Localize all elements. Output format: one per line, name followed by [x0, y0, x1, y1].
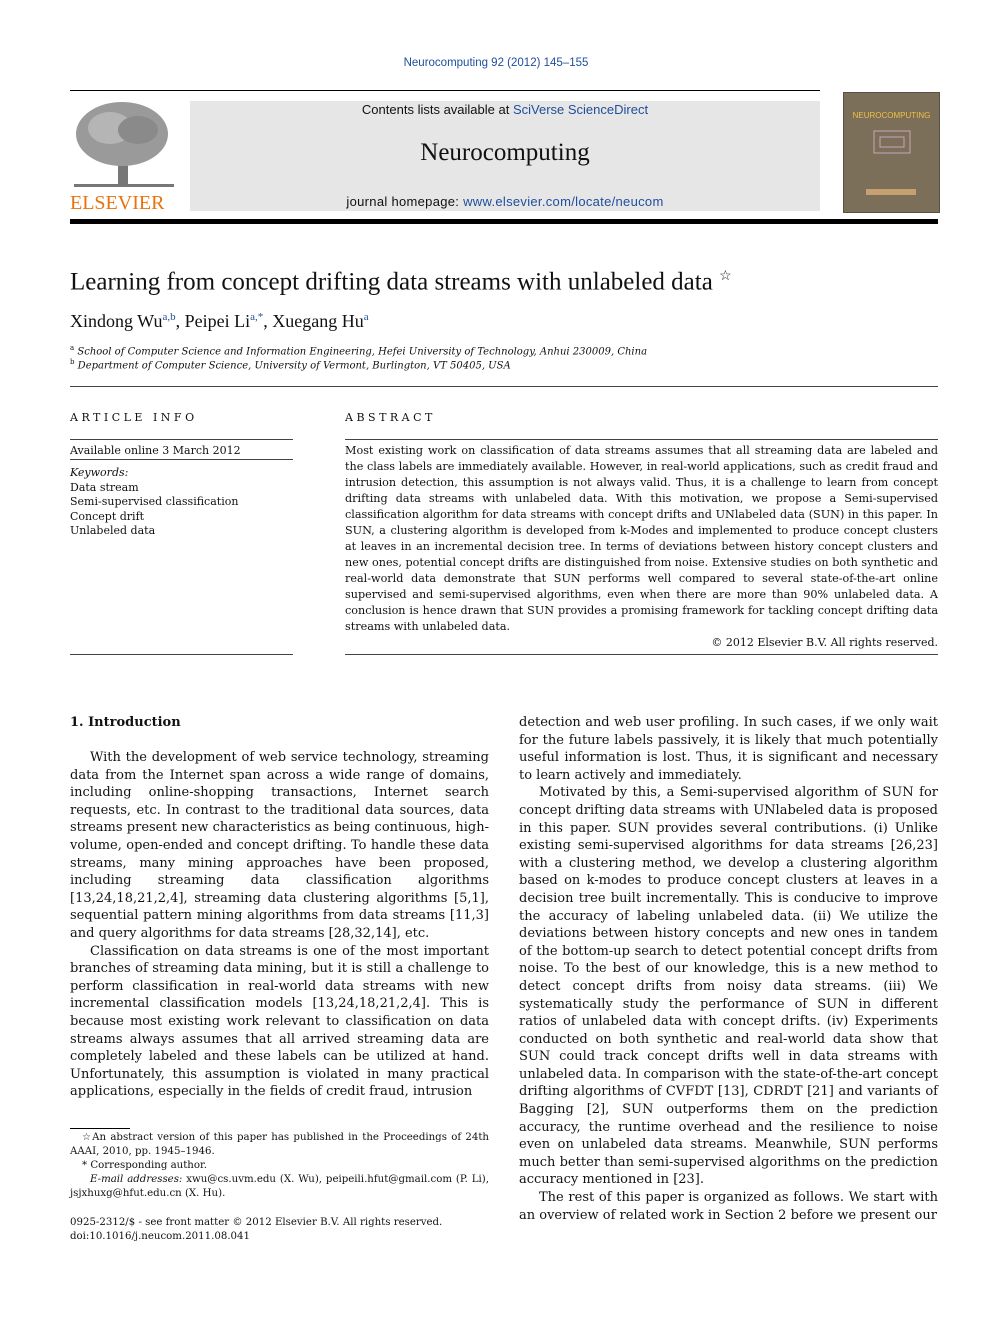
author-name: Peipei Li	[184, 311, 251, 331]
article-info-rule	[70, 459, 293, 460]
abstract-heading: ABSTRACT	[345, 411, 436, 424]
footnote-rule	[70, 1128, 130, 1129]
header-thick-rule	[70, 219, 938, 224]
footnote-title: ☆An abstract version of this paper has published in the Proceedings of 24th AAAI, 2010, pp. 1945–1946.	[70, 1132, 489, 1157]
author-affil-mark[interactable]: a	[363, 311, 369, 323]
header-rule	[70, 90, 820, 91]
sciencedirect-link[interactable]: SciVerse ScienceDirect	[512, 102, 649, 117]
keyword: Semi-supervised classification	[70, 495, 239, 509]
abstract-rule	[345, 439, 938, 440]
email-label: E-mail addresses:	[90, 1174, 183, 1185]
article-title-text: Learning from concept drifting data streams with unlabeled data	[70, 268, 713, 296]
journal-cover	[843, 92, 940, 213]
journal-name: Neurocomputing	[420, 139, 590, 166]
homepage-line	[190, 194, 820, 209]
cover-title: NEUROCOMPUTING	[852, 111, 931, 120]
author-name: Xuegang Hu	[272, 311, 364, 331]
author-name: Xindong Wu	[70, 311, 163, 331]
contents-line	[190, 102, 820, 117]
contents-prefix: Contents lists available at	[361, 102, 513, 117]
journal-banner	[190, 101, 820, 211]
paragraph: With the development of web service technology, streaming data from the Internet span across a wide range of domains, including online-shopping transactions, Internet search requests, etc. In contrast to the traditional data sources, data streams present new characteristics as being continuous, high-volume, open-ended and concept drifting. To handle these data streams, many mining approaches have been proposed, including streaming data classification algorithms [13,24,18,21,2,4], streaming data clustering algorithms [5,1], sequential pattern mining algorithms from data streams [11,3] and query algorithms for data streams [28,32,14], etc.	[70, 750, 489, 941]
affiliation-mark: b	[70, 358, 75, 366]
abstract-text: Most existing work on classification of data streams assumes that all streaming data are labeled and the class labels are immediately available. However, in real-world applications, such as credit fraud and intrusion detection, this assumption is not always valid. Thus, it is a challenge to learn from concept drifting data streams with unlabeled data. With this motivation, we propose a Semi-supervised classification algorithm for data streams with concept drifts and UNlabeled data (SUN) in this paper. In SUN, a clustering algorithm is developed from k-Modes and implemented to produce concept clusters at leaves in an incremental decision tree. In terms of deviations between history concept clusters and new ones, potential concept drifts are distinguished from noise. Extensive studies on both synthetic and real-world data demonstrate that SUN performs well compared to several state-of-the-art online supervised and semi-supervised algorithms, even when there are more than 90% unlabeled data. A conclusion is hence drawn that SUN provides a promising framework for tackling concept drifting data streams with unlabeled data.	[345, 444, 938, 633]
available-online: Available online 3 March 2012	[70, 444, 241, 457]
elsevier-logo	[70, 100, 180, 212]
abstract-bottom-rule	[345, 654, 938, 655]
keyword: Data stream	[70, 480, 139, 494]
section-heading: 1. Introduction	[70, 715, 181, 730]
article-info-rule	[70, 439, 293, 440]
title-footnote-mark[interactable]: ☆	[719, 269, 732, 284]
cover-art-icon	[844, 93, 939, 212]
footnote-corresponding: * Corresponding author.	[82, 1160, 207, 1171]
paragraph: Classification on data streams is one of the most important branches of streaming data mining, but it is still a challenge to perform classification in real-world data streams with new incremental classification models [13,24,18,21,2,4]. This is because most existing work relevant to classification on data streams always assumes that all arrived streaming data are completely labeled and these labels can be utilized at hand. Unfortunately, this assumption is violated in many practical applications, especially in the fields of credit fraud, intrusion	[70, 943, 489, 1100]
author-list: Xindong Wu$^{a,b}$, Peipei $Li^{a,*}$, Xuegang Hu$^a$	[70, 311, 369, 331]
homepage-prefix: journal homepage:	[346, 194, 464, 209]
elsevier-tree-icon	[70, 100, 180, 212]
doi-line[interactable]: doi:10.1016/j.neucom.2011.08.041	[70, 1231, 251, 1242]
keyword: Unlabeled data	[70, 524, 156, 538]
footnote-emails	[70, 1173, 489, 1201]
affiliation	[70, 344, 647, 357]
elsevier-wordmark: ELSEVIER	[70, 192, 165, 212]
affiliation-mark: a	[70, 344, 75, 352]
issn-line: 0925-2312/$ - see front matter © 2012 Elsevier B.V. All rights reserved.	[70, 1217, 443, 1228]
author-affil-mark[interactable]: a,*	[250, 311, 264, 323]
footnotes	[70, 1131, 489, 1201]
homepage-link[interactable]: www.elsevier.com/locate/neucom	[463, 194, 664, 209]
keyword: Concept drift	[70, 509, 145, 523]
right-column	[519, 714, 938, 1224]
article-title	[70, 268, 732, 296]
keywords-block	[70, 466, 293, 539]
affiliation	[70, 358, 511, 371]
paragraph: detection and web user profiling. In such cases, if we only wait for the future labels passively, it is likely that much potentially useful information is lost. Thus, it is significant and necessary to learn actively and immediately.	[519, 715, 938, 783]
email-addresses[interactable]: xwu@cs.uvm.edu (X. Wu), peipeili.hfut@gmail.com (P. Li), jsjxhuxg@hfut.edu.cn (X. Hu).	[70, 1174, 489, 1199]
article-info-bottom-rule	[70, 654, 293, 655]
keywords-label: Keywords:	[70, 466, 129, 479]
affiliation-text: Department of Computer Science, University of Vermont, Burlington, VT 50405, USA	[77, 360, 511, 372]
affiliation-rule	[70, 386, 938, 387]
journal-reference[interactable]: Neurocomputing 92 (2012) 145–155	[403, 57, 589, 69]
copyright-line: © 2012 Elsevier B.V. All rights reserved.	[711, 636, 938, 649]
left-column	[70, 749, 489, 1101]
paragraph: Motivated by this, a Semi-supervised algorithm of SUN for concept drifting data streams with UNlabeled data is proposed in this paper. SUN provides several contributions. (i) Unlike existing semi-supervised algorithms for data streams [26,23] with a clustering method, we develop a clustering algorithm based on k-modes to produce concept clusters at leaves in a decision tree built incrementally. This is conducive to improve the accuracy of labeling unlabeled data. (ii) We utilize the deviations between history concepts and new ones in tandem of the bottom-up search to detect potential concept drifts from noise. To the best of our knowledge, this is a new method to detect concept drifts from noisy data streams. (iii) We systematically study the performance of SUN in different ratios of unlabeled data with concept drifts. (iv) Experiments conducted on both synthetic and real-world data show that SUN could track concept drifts well in data streams with unlabeled data. In comparison with the state-of-the-art concept drifting algorithms of CVFDT [13], CDRDT [21] and variants of Bagging [2], SUN outperforms them on the prediction accuracy, the runtime overhead and the resilience to noise even on unlabeled data streams. Meanwhile, SUN performs much better than semi-supervised algorithms on the prediction accuracy mentioned in [23].	[519, 785, 938, 1188]
paragraph: The rest of this paper is organized as follows. We start with an overview of related work in Section 2 before we present our	[519, 1190, 938, 1223]
article-info-heading: ARTICLE INFO	[70, 411, 198, 424]
affiliation-text: School of Computer Science and Information Engineering, Hefei University of Technology, Anhui 230009, China	[77, 346, 648, 358]
author-affil-mark[interactable]: a,b	[162, 311, 176, 323]
